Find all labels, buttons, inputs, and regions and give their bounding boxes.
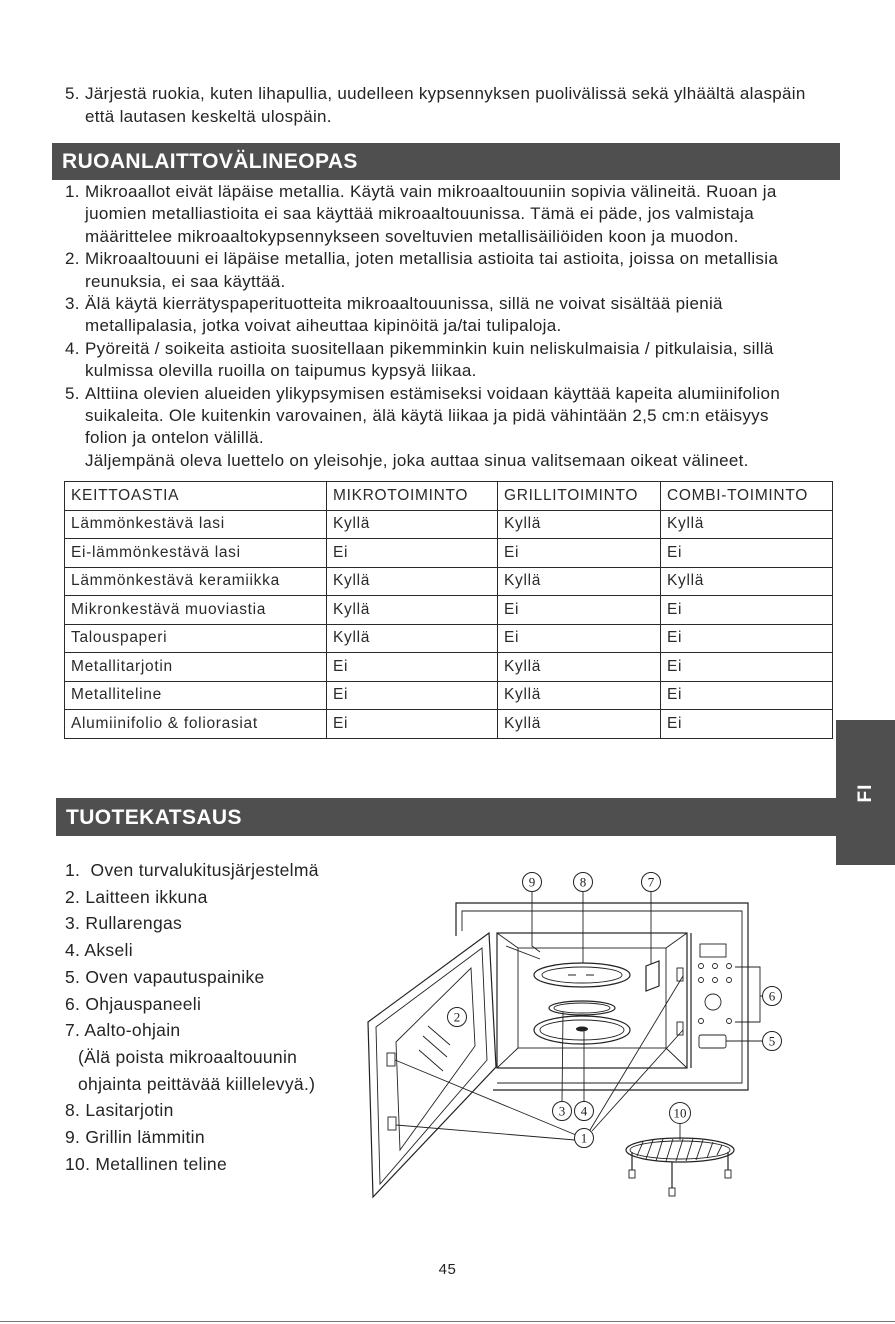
oven-cavity [497, 933, 687, 1068]
table-cell: Ei [498, 539, 661, 568]
list-item-text: Pyöreitä / soikeita astioita suositellaan pikemminkin kuin neliskulmaisia / pitkulaisia, sillä kulmissa olevilla ruoilla on taipumus kypsyä liikaa. [85, 338, 774, 381]
callout-2-label: 2 [453, 1009, 461, 1025]
dial-knob [705, 994, 721, 1010]
table-cell: Lämmönkestävä lasi [65, 510, 327, 539]
table-row [65, 510, 833, 539]
list-item [65, 293, 855, 338]
list-item-number: 5. [65, 383, 80, 403]
table-cell: Ei [661, 539, 833, 568]
column-header: GRILLITOIMINTO [498, 482, 661, 511]
guide-note: Jäljempänä oleva luettelo on yleisohje, joka auttaa sinua valitsemaan oikeat välineet. [85, 450, 749, 470]
list-item-number: 1. [65, 860, 81, 880]
table-cell: Ei-lämmönkestävä lasi [65, 539, 327, 568]
list-item-label: Lasitarjotin [85, 1100, 174, 1121]
callout-9-label: 9 [528, 874, 536, 890]
page-number: 45 [438, 1261, 457, 1278]
table-cell: Ei [498, 596, 661, 625]
list-item-text: Mikroaaltouuni ei läpäise metallia, joten metallisia astioita tai astioita, joissa on metallisia reunuksia, ei saa käyttää. [85, 249, 779, 291]
roller-ring [549, 1001, 615, 1015]
callout-1 [575, 1129, 594, 1148]
cookware-table [64, 481, 833, 739]
microwave-diagram [360, 860, 815, 1205]
oven-door [368, 933, 496, 1197]
table-cell: Ei [327, 710, 498, 739]
list-item-label: Aalto-ohjain [84, 1020, 181, 1041]
table-row [65, 567, 833, 596]
callout-6 [763, 987, 782, 1006]
list-item-number: 7. [65, 1020, 81, 1041]
list-item-number: 3. [65, 913, 81, 934]
table-cell: Kyllä [327, 624, 498, 653]
product-parts-list [65, 857, 355, 1177]
table-cell: Ei [327, 681, 498, 710]
table-row [65, 681, 833, 710]
list-item [65, 181, 855, 248]
language-tab [836, 720, 895, 865]
table-row [65, 624, 833, 653]
table-cell: Ei [661, 653, 833, 682]
callout-10 [670, 1103, 691, 1124]
display [700, 944, 726, 957]
column-header: MIKROTOIMINTO [327, 482, 498, 511]
language-tab-label: FI [854, 783, 876, 802]
callout-8 [574, 873, 593, 892]
list-item [65, 1151, 355, 1178]
microwave-body [453, 903, 748, 1090]
door-window [396, 968, 475, 1150]
intro-item-text: Järjestä ruokia, kuten lihapullia, uudelleen kypsennyksen puolivälissä sekä ylhäältä alaspäin että lautasen keskeltä ulospäin. [85, 84, 806, 126]
list-item [65, 910, 355, 937]
table-cell: Ei [498, 624, 661, 653]
list-item-label: Akseli [84, 940, 133, 961]
table-cell: Ei [661, 710, 833, 739]
column-header: KEITTOASTIA [65, 482, 327, 511]
list-item-number: 6. [65, 993, 81, 1014]
list-item-number: 4. [65, 338, 80, 358]
list-item-label: Oven turvalukitusjärjestelmä [90, 860, 319, 880]
list-item [65, 248, 855, 293]
list-item-number: 2. [65, 249, 80, 269]
table-cell: Kyllä [661, 510, 833, 539]
list-item-number: 1. [65, 182, 80, 201]
list-item-note: (Älä poista mikroaaltouunin ohjainta peittävää kiillelevyä.) [78, 1046, 316, 1094]
list-item [65, 937, 355, 964]
door-latch [387, 1053, 395, 1066]
table-cell: Kyllä [327, 567, 498, 596]
callout-6-label: 6 [768, 988, 776, 1004]
callout-7 [642, 873, 661, 892]
callout-10-label: 10 [673, 1105, 687, 1121]
list-item [65, 884, 355, 911]
section-title-product-overview: TUOTEKATSAUS [56, 798, 836, 836]
callout-1-label: 1 [580, 1130, 588, 1146]
list-item-label: Oven vapautuspainike [85, 966, 265, 987]
callout-7-label: 7 [647, 874, 655, 890]
table-cell: Ei [327, 539, 498, 568]
cookware-guide-list [65, 181, 855, 472]
list-item-label: Grillin lämmitin [85, 1127, 205, 1148]
ceiling-plate [534, 963, 630, 987]
list-item-label: Laitteen ikkuna [85, 886, 208, 907]
list-item-text: Mikroaallot eivät läpäise metallia. Käytä vain mikroaaltouuniin sopivia välineitä. Ruoan ja juomien metalliastioita ei saa käyttää mikroaaltouunissa. Tämä ei päde, jos valmistaja määrittelee mikroaaltokypsennykseen soveltuvien metallisäiliöiden koon ja muodon. [85, 182, 777, 246]
list-item [65, 1097, 355, 1124]
table-cell: Alumiinifolio & foliorasiat [65, 710, 327, 739]
column-header: COMBI-TOIMINTO [661, 482, 833, 511]
waveguide-cover [646, 961, 659, 991]
bottom-rule [0, 1321, 895, 1322]
list-item [65, 1124, 355, 1151]
list-item-label: Metallinen teline [95, 1153, 227, 1174]
table-row [65, 596, 833, 625]
control-panel [691, 933, 732, 1068]
section-title-cookware-guide: RUOANLAITTOVÄLINEOPAS [52, 143, 840, 180]
table-cell: Kyllä [498, 710, 661, 739]
list-item [65, 338, 855, 383]
table-cell: Ei [661, 596, 833, 625]
list-item-label: Ohjauspaneeli [85, 993, 202, 1014]
table-cell: Kyllä [661, 567, 833, 596]
table-cell: Mikronkestävä muoviastia [65, 596, 327, 625]
table-cell: Kyllä [498, 510, 661, 539]
callout-9 [523, 873, 542, 892]
door-release-button [699, 1035, 726, 1048]
list-item [65, 1017, 355, 1044]
table-row [65, 710, 833, 739]
table-cell: Metallitarjotin [65, 653, 327, 682]
list-item-number: 8. [65, 1100, 81, 1121]
list-item-text: Alttiina olevien alueiden ylikypsymisen estämiseksi voidaan käyttää kapeita alumiinifolion suikaleita. Ole kuitenkin varovainen, älä käytä liikaa ja pidä vähintään 2,5 cm:n etäisyys folion ja ontelon välillä. [85, 383, 781, 448]
callout-3-label: 3 [558, 1103, 566, 1119]
door-latch [388, 1117, 396, 1130]
list-item-number: 2. [65, 886, 81, 907]
callout-3 [553, 1102, 572, 1121]
table-cell: Ei [661, 681, 833, 710]
table-cell: Kyllä [327, 596, 498, 625]
callout-5-label: 5 [768, 1033, 776, 1049]
list-item-label: Rullarengas [85, 913, 183, 934]
table-cell: Talouspaperi [65, 624, 327, 653]
table-cell: Lämmönkestävä keramiikka [65, 567, 327, 596]
callout-2 [448, 1008, 467, 1027]
list-item-number: 4. [65, 940, 81, 961]
axle-hub [576, 1027, 588, 1032]
table-row [65, 653, 833, 682]
table-cell: Kyllä [327, 510, 498, 539]
intro-list-item [65, 83, 855, 128]
list-item-text: Älä käytä kierrätyspaperituotteita mikroaaltouunissa, sillä ne voivat sisältää pieniä metallipalasia, jotka voivat aiheuttaa kipinöitä ja/tai tulipaloja. [85, 294, 723, 336]
list-item [65, 964, 355, 991]
glass-tray [534, 1016, 630, 1044]
table-cell: Kyllä [498, 681, 661, 710]
table-header-row [65, 482, 833, 511]
list-item [65, 383, 855, 450]
callout-4 [575, 1102, 594, 1121]
table-cell: Ei [327, 653, 498, 682]
table-cell: Kyllä [498, 653, 661, 682]
list-item-number: 3. [65, 294, 80, 314]
list-item-number: 5. [65, 966, 81, 987]
list-item [65, 991, 355, 1018]
table-cell: Metalliteline [65, 681, 327, 710]
table-cell: Kyllä [498, 567, 661, 596]
list-item [65, 857, 355, 884]
metal-rack [626, 1138, 734, 1196]
callout-4-label: 4 [580, 1103, 588, 1119]
callout-5 [763, 1032, 782, 1051]
list-item-number: 10. [65, 1153, 91, 1174]
callout-8-label: 8 [579, 874, 587, 890]
window-reflection [419, 1026, 450, 1071]
table-cell: Ei [661, 624, 833, 653]
list-item-number: 9. [65, 1127, 81, 1148]
intro-item-number: 5. [65, 84, 80, 103]
table-row [65, 539, 833, 568]
